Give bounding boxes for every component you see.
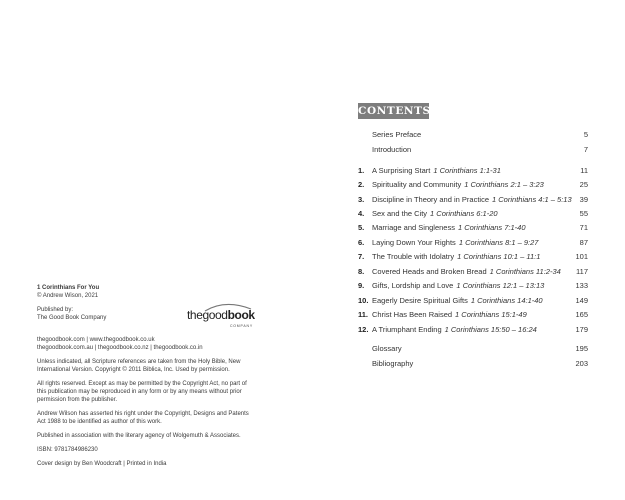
toc-entry: [358, 237, 588, 249]
entry-title-group: [372, 144, 411, 156]
entry-title-group: [372, 309, 527, 321]
chapter-number: 10.: [358, 296, 369, 305]
chapter-number: 6.: [358, 238, 365, 247]
scripture-reference: 1 Corinthians 12:1 – 13:13: [456, 281, 545, 290]
scripture-reference: 1 Corinthians 2:1 – 3:23: [464, 180, 544, 189]
entry-title-group: [372, 324, 537, 336]
entry-title: Introduction: [372, 145, 412, 154]
toc-entry: [358, 343, 588, 355]
entry-title: Series Preface: [372, 130, 422, 139]
published-by-label: Published by:: [37, 307, 74, 313]
entry-title: Marriage and Singleness: [372, 223, 455, 232]
isbn-line: ISBN: 9781784986230: [37, 447, 98, 453]
scripture-reference: 1 Corinthians 10:1 – 11:1: [457, 252, 541, 261]
toc-entry: [358, 222, 588, 234]
page-number: 101: [575, 252, 588, 261]
entry-title: Gifts, Lordship and Love: [372, 281, 454, 290]
entry-title: Glossary: [372, 344, 402, 353]
page-number: 55: [579, 209, 588, 218]
book-title: 1 Corinthians For You: [37, 285, 100, 291]
scripture-reference: 1 Corinthians 15:1-49: [455, 310, 527, 319]
scripture-reference: 1 Corinthians 4:1 – 5:13: [492, 195, 572, 204]
entry-title: Sex and the City: [372, 209, 428, 218]
publisher-logo: [187, 302, 255, 330]
chapter-number: 12.: [358, 325, 369, 334]
page-number: 203: [575, 359, 588, 368]
entry-title: Covered Heads and Broken Bread: [372, 267, 487, 276]
entry-title: A Triumphant Ending: [372, 325, 442, 334]
logo-company-label: COMPANY: [229, 324, 253, 328]
chapter-number: 5.: [358, 223, 365, 232]
entry-title-group: [372, 165, 501, 177]
toc-entry: [358, 179, 588, 191]
page-number: 179: [575, 325, 588, 334]
entry-title: Laying Down Your Rights: [372, 238, 456, 247]
publisher-name: The Good Book Company: [37, 315, 107, 321]
page-number: 165: [575, 310, 588, 319]
chapter-number: 8.: [358, 267, 365, 276]
entry-title: Eagerly Desire Spiritual Gifts: [372, 296, 468, 305]
rights-notice: All rights reserved. Except as may be permitted by the Copyright Act, no part of this publication may be reproduced in any form or by any means without prior permission from the publisher.: [37, 381, 247, 403]
chapter-number: 7.: [358, 252, 365, 261]
entry-title: A Surprising Start: [372, 166, 431, 175]
toc-entry: [358, 208, 588, 220]
page-number: 149: [575, 296, 588, 305]
entry-title-group: [372, 295, 543, 307]
toc-entry: [358, 165, 588, 177]
page-number: 133: [575, 281, 588, 290]
toc-entry: [358, 295, 588, 307]
toc-entry: [358, 194, 588, 206]
logo-wordmark: thegoodbook: [187, 308, 255, 322]
scripture-notice: Unless indicated, all Scripture references are taken from the Holy Bible, New International Version. Copyright © 2011 Biblica, Inc. Used by permission.: [37, 359, 241, 373]
entry-title-group: [372, 237, 538, 249]
design-credit: Cover design by Ben Woodcraft | Printed in India: [37, 461, 167, 467]
entry-title: Discipline in Theory and in Practice: [372, 195, 490, 204]
entry-title: Bibliography: [372, 359, 414, 368]
page-number: 11: [580, 166, 588, 175]
scripture-reference: 1 Corinthians 1:1-31: [433, 166, 501, 175]
scripture-reference: 1 Corinthians 14:1-40: [470, 296, 543, 305]
entry-title-group: [372, 129, 421, 141]
chapter-number: 2.: [358, 180, 365, 189]
page-number: 5: [583, 130, 588, 139]
scripture-reference: 1 Corinthians 8:1 – 9:27: [458, 238, 539, 247]
copyright-page: [37, 284, 265, 474]
entry-title: The Trouble with Idolatry: [372, 252, 455, 261]
page-number: 117: [576, 267, 588, 276]
entry-title-group: [372, 358, 413, 370]
entry-title-group: [372, 194, 572, 206]
toc-entry: [358, 324, 588, 336]
agency-line: Published in association with the literary agency of Wolgemuth & Associates.: [37, 433, 241, 439]
entry-title-group: [372, 222, 526, 234]
page-number: 25: [579, 180, 588, 189]
chapter-number: 1.: [358, 166, 365, 175]
page-number: 39: [579, 195, 588, 204]
chapter-number: 4.: [358, 209, 365, 218]
scripture-reference: 1 Corinthians 15:50 – 16:24: [444, 325, 537, 334]
scripture-reference: 1 Corinthians 11:2-34: [489, 267, 561, 276]
page-number: 195: [575, 344, 588, 353]
chapter-number: 3.: [358, 195, 365, 204]
scripture-reference: 1 Corinthians 7:1-40: [457, 223, 526, 232]
copyright-line: © Andrew Wison, 2021: [37, 293, 99, 299]
entry-title-group: [372, 343, 402, 355]
toc-entry: [358, 251, 588, 263]
page-number: 7: [583, 145, 588, 154]
toc-entry: [358, 280, 588, 292]
entry-title-group: [372, 266, 561, 278]
entry-title-group: [372, 208, 498, 220]
chapter-number: 9.: [358, 281, 365, 290]
websites: thegoodbook.com | www.thegoodbook.co.uk thegoodbook.com.au | thegoodbook.co.nz | thegoodbook.co.in: [37, 337, 203, 351]
scripture-reference: 1 Corinthians 6:1-20: [430, 209, 498, 218]
contents-heading: CONTENTS: [358, 105, 431, 117]
entry-title: Christ Has Been Raised: [372, 310, 453, 319]
toc-entry: [358, 309, 588, 321]
page-number: 71: [579, 223, 588, 232]
chapter-number: 11.: [358, 310, 369, 319]
author-rights: Andrew Wilson has asserted his right under the Copyright, Designs and Patents Act 1988 to be identified as author of this work.: [37, 411, 249, 425]
page-number: 87: [579, 238, 588, 247]
entry-title-group: [372, 251, 540, 263]
entry-title: Spirituality and Community: [372, 180, 462, 189]
entry-title-group: [372, 179, 544, 191]
toc-entry: [358, 144, 588, 156]
publisher-block: [37, 306, 265, 330]
toc-entry: [358, 358, 588, 370]
entry-title-group: [372, 280, 544, 292]
toc-entry: [358, 129, 588, 141]
toc-entry: [358, 266, 588, 278]
